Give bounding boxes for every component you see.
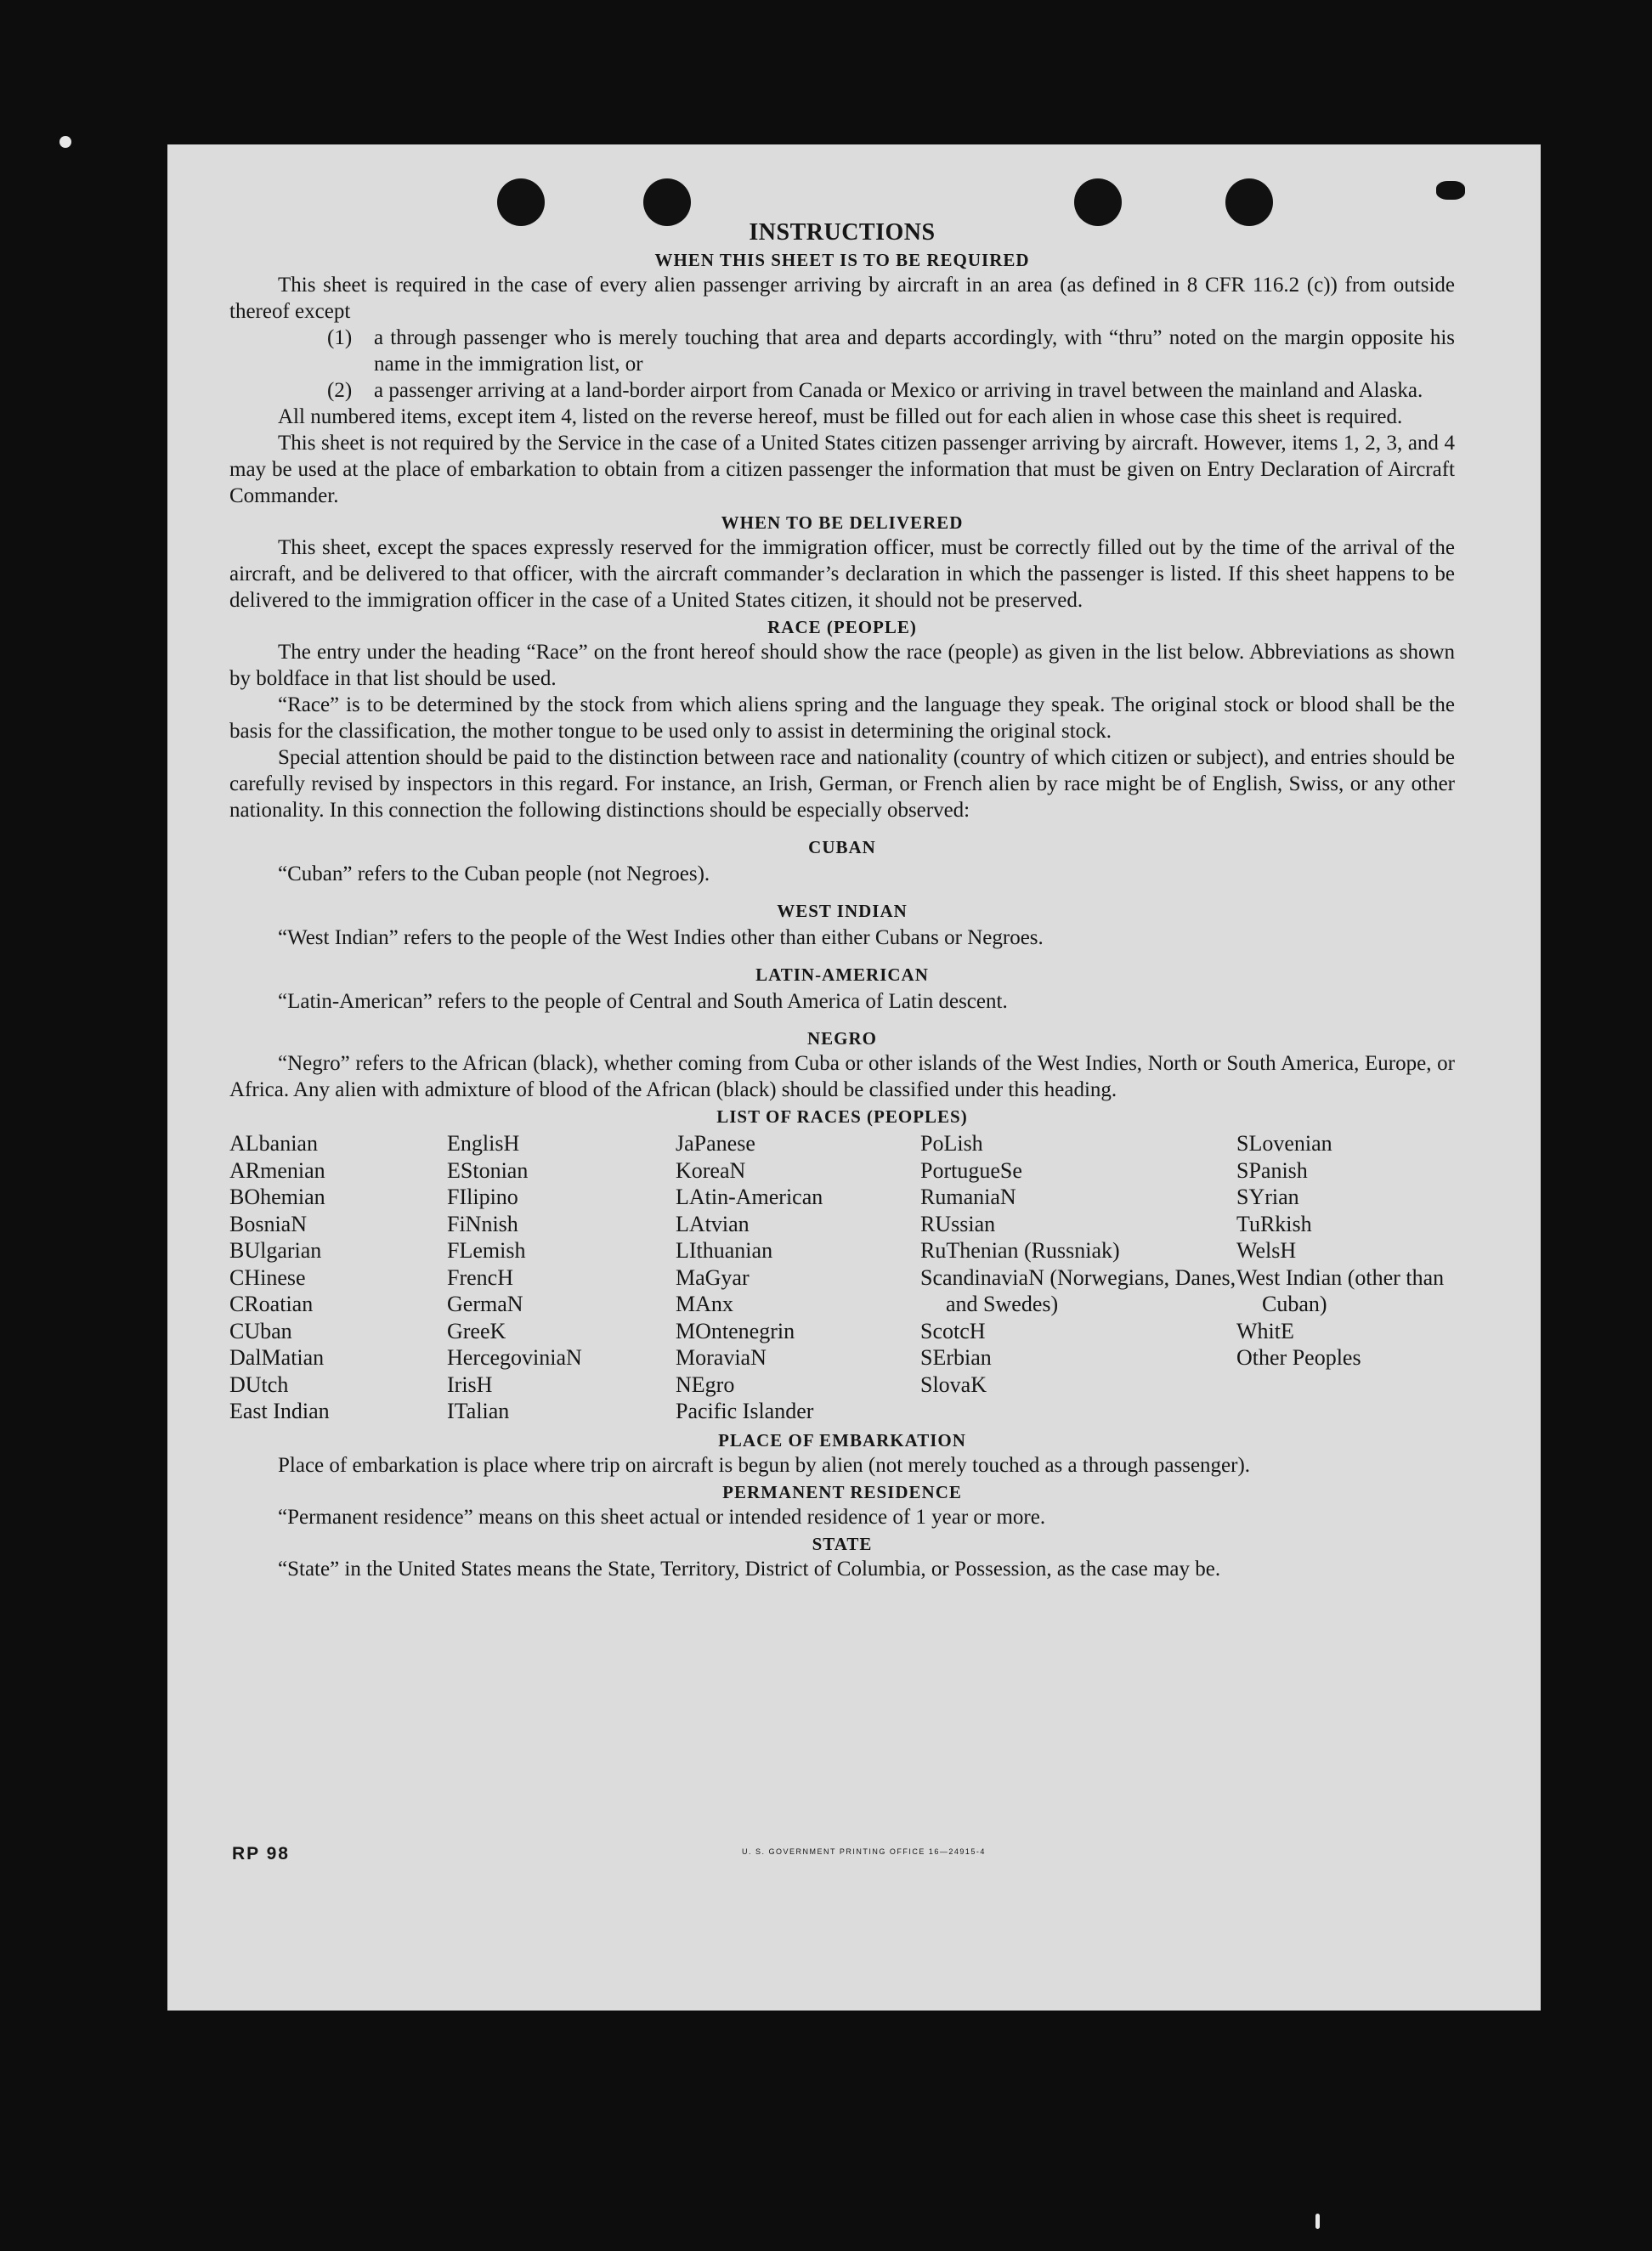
- race-entry: CUban: [229, 1318, 292, 1343]
- race-entry: ScandinaviaN (Norwegians, Danes, and Swedes): [920, 1264, 1236, 1316]
- race-entry: ITalian: [447, 1399, 510, 1423]
- section-heading: WHEN TO BE DELIVERED: [721, 512, 964, 533]
- list-item: [327, 325, 1455, 377]
- races-column: [920, 1130, 1236, 1425]
- race-entry: SErbian: [920, 1345, 992, 1370]
- definition-text: “West Indian” refers to the people of the West Indies other than either Cubans or Negroes.: [278, 926, 1044, 949]
- paragraph: Place of embarkation is place where trip on aircraft is begun by alien (not merely touched as a through passenger).: [278, 1453, 1251, 1477]
- races-column: [676, 1130, 920, 1425]
- definition-heading: NEGRO: [806, 1028, 877, 1049]
- race-entry: CHinese: [229, 1264, 306, 1290]
- definition-heading: CUBAN: [808, 837, 876, 857]
- section-heading: STATE: [812, 1533, 873, 1554]
- item-text: a through passenger who is merely touching that area and departs accordingly, with “thru” noted on the margin opposite his name in the immigration list, or: [374, 326, 1455, 376]
- race-entry: BUlgarian: [229, 1238, 322, 1263]
- race-entry: HercegoviniaN: [447, 1345, 582, 1370]
- section-heading: WHEN THIS SHEET IS TO BE REQUIRED: [654, 250, 1030, 270]
- form-number: RP 98: [232, 1844, 290, 1864]
- scan-speck: [1315, 2214, 1320, 2229]
- definition-heading: WEST INDIAN: [777, 901, 908, 921]
- race-entry: EnglisH: [447, 1131, 520, 1156]
- paragraph: This sheet, except the spaces expressly reserved for the immigration officer, must be correctly filled out by the time of the arrival of the aircraft, and be delivered to that officer, with the aircraft commander’s declaration in which the passenger is listed. If this sheet happens to be delivered to the immigration officer in the case of a United States citizen, it should not be preserved.: [229, 536, 1455, 612]
- paragraph: “Permanent residence” means on this sheet actual or intended residence of 1 year or more.: [278, 1505, 1046, 1529]
- definition-text: “Negro” refers to the African (black), whether coming from Cuba or other islands of the West Indies, North or South America, Europe, or Africa. Any alien with admixture of blood of the African (black) should be classified under this heading.: [229, 1052, 1455, 1101]
- paragraph: The entry under the heading “Race” on the front hereof should show the race (people) as given in the list below. Abbreviations as shown by boldface in that list should be used.: [229, 641, 1455, 690]
- race-entry: MaGyar: [676, 1264, 750, 1290]
- race-entry: DUtch: [229, 1372, 289, 1397]
- printer-imprint: U. S. GOVERNMENT PRINTING OFFICE 16—24915-4: [742, 1847, 986, 1856]
- race-entry: ScotcH: [920, 1318, 986, 1343]
- race-entry: CRoatian: [229, 1292, 314, 1316]
- page-footer: [232, 1844, 1457, 1864]
- race-entry: MOntenegrin: [676, 1318, 795, 1343]
- races-column: [1236, 1130, 1455, 1425]
- race-entry: PortugueSe: [920, 1157, 1022, 1183]
- race-entry: SlovaK: [920, 1372, 987, 1397]
- races-column: [229, 1130, 447, 1425]
- race-entry: LAtvian: [676, 1211, 750, 1236]
- item-number: (2): [327, 379, 353, 402]
- instructions-body: [229, 219, 1455, 1582]
- paragraph: This sheet is required in the case of every alien passenger arriving by aircraft in an area (as defined in 8 CFR 116.2 (c)) from outside thereof except: [229, 274, 1455, 323]
- paragraph: “Race” is to be determined by the stock from which aliens spring and the language they speak. The original stock or blood shall be the basis for the classification, the mother tongue to be used only to assist in determining the original stock.: [229, 693, 1455, 743]
- list-item: [327, 377, 1455, 404]
- race-entry: MoraviaN: [676, 1345, 767, 1370]
- race-entry: LIthuanian: [676, 1238, 773, 1263]
- race-entry: FiNnish: [447, 1211, 518, 1236]
- race-entry: NEgro: [676, 1372, 735, 1397]
- race-entry: ALbanian: [229, 1131, 318, 1156]
- section-heading: RACE (PEOPLE): [767, 617, 917, 637]
- race-entry: SLovenian: [1236, 1131, 1332, 1156]
- race-entry: WelsH: [1236, 1238, 1297, 1263]
- race-entry: SPanish: [1236, 1157, 1308, 1183]
- race-entry: BosniaN: [229, 1211, 307, 1236]
- definition-heading: LATIN-AMERICAN: [755, 964, 929, 985]
- race-entry: LAtin-American: [676, 1185, 823, 1209]
- race-entry: RuThenian (Russniak): [920, 1238, 1120, 1263]
- race-entry: FrencH: [447, 1264, 513, 1290]
- race-entry: FLemish: [447, 1238, 526, 1263]
- section-heading: PERMANENT RESIDENCE: [722, 1481, 962, 1502]
- section-heading: LIST OF RACES (PEOPLES): [716, 1106, 968, 1127]
- scan-speck: [59, 136, 71, 148]
- race-entry: GermaN: [447, 1292, 523, 1316]
- paragraph: This sheet is not required by the Service in the case of a United States citizen passenger arriving by aircraft. However, items 1, 2, 3, and 4 may be used at the place of embarkation to obtain from a citizen passenger the information that must be given on Entry Declaration of Aircraft Commander.: [229, 432, 1455, 507]
- race-entry: RUssian: [920, 1211, 996, 1236]
- race-entry: SYrian: [1236, 1185, 1299, 1209]
- definition-text: “Cuban” refers to the Cuban people (not Negroes).: [278, 863, 710, 885]
- section-heading: PLACE OF EMBARKATION: [718, 1429, 966, 1451]
- item-text: a passenger arriving at a land-border airport from Canada or Mexico or arriving in travel between the mainland and Alaska.: [374, 379, 1423, 402]
- race-entry: Pacific Islander: [676, 1399, 814, 1423]
- item-number: (1): [327, 326, 353, 349]
- race-entry: JaPanese: [676, 1131, 755, 1156]
- race-entry: GreeK: [447, 1318, 506, 1343]
- document-sheet: [167, 144, 1541, 2011]
- race-entry: PoLish: [920, 1131, 983, 1156]
- race-entry: KoreaN: [676, 1157, 746, 1183]
- race-entry: IrisH: [447, 1372, 493, 1397]
- race-entry: MAnx: [676, 1292, 733, 1316]
- races-table: [229, 1130, 1455, 1425]
- race-entry: TuRkish: [1236, 1211, 1312, 1236]
- race-entry: East Indian: [229, 1399, 330, 1423]
- page-title: INSTRUCTIONS: [749, 219, 936, 246]
- race-entry: WhitE: [1236, 1318, 1294, 1343]
- race-entry: RumaniaN: [920, 1185, 1016, 1209]
- definition-text: “Latin-American” refers to the people of Central and South America of Latin descent.: [278, 990, 1008, 1013]
- paragraph: All numbered items, except item 4, listed on the reverse hereof, must be filled out for each alien in whose case this sheet is required.: [278, 405, 1403, 428]
- race-entry: FIlipino: [447, 1185, 518, 1209]
- paragraph: Special attention should be paid to the distinction between race and nationality (country of which citizen or subject), and entries should be carefully revised by inspectors in this regard. For instance, an Irish, German, or French alien by race might be of English, Swiss, or any other nationality. In this connection the following distinctions should be especially observed:: [229, 746, 1455, 822]
- race-entry: BOhemian: [229, 1185, 325, 1209]
- race-entry: West Indian (other than Cuban): [1236, 1264, 1445, 1316]
- race-entry: DalMatian: [229, 1345, 325, 1370]
- races-column: [447, 1130, 676, 1425]
- race-entry: ARmenian: [229, 1157, 325, 1183]
- punch-hole: [1436, 181, 1465, 200]
- paragraph: “State” in the United States means the State, Territory, District of Columbia, or Possession, as the case may be.: [278, 1557, 1221, 1581]
- race-entry: Other Peoples: [1236, 1345, 1361, 1370]
- race-entry: EStonian: [447, 1157, 529, 1183]
